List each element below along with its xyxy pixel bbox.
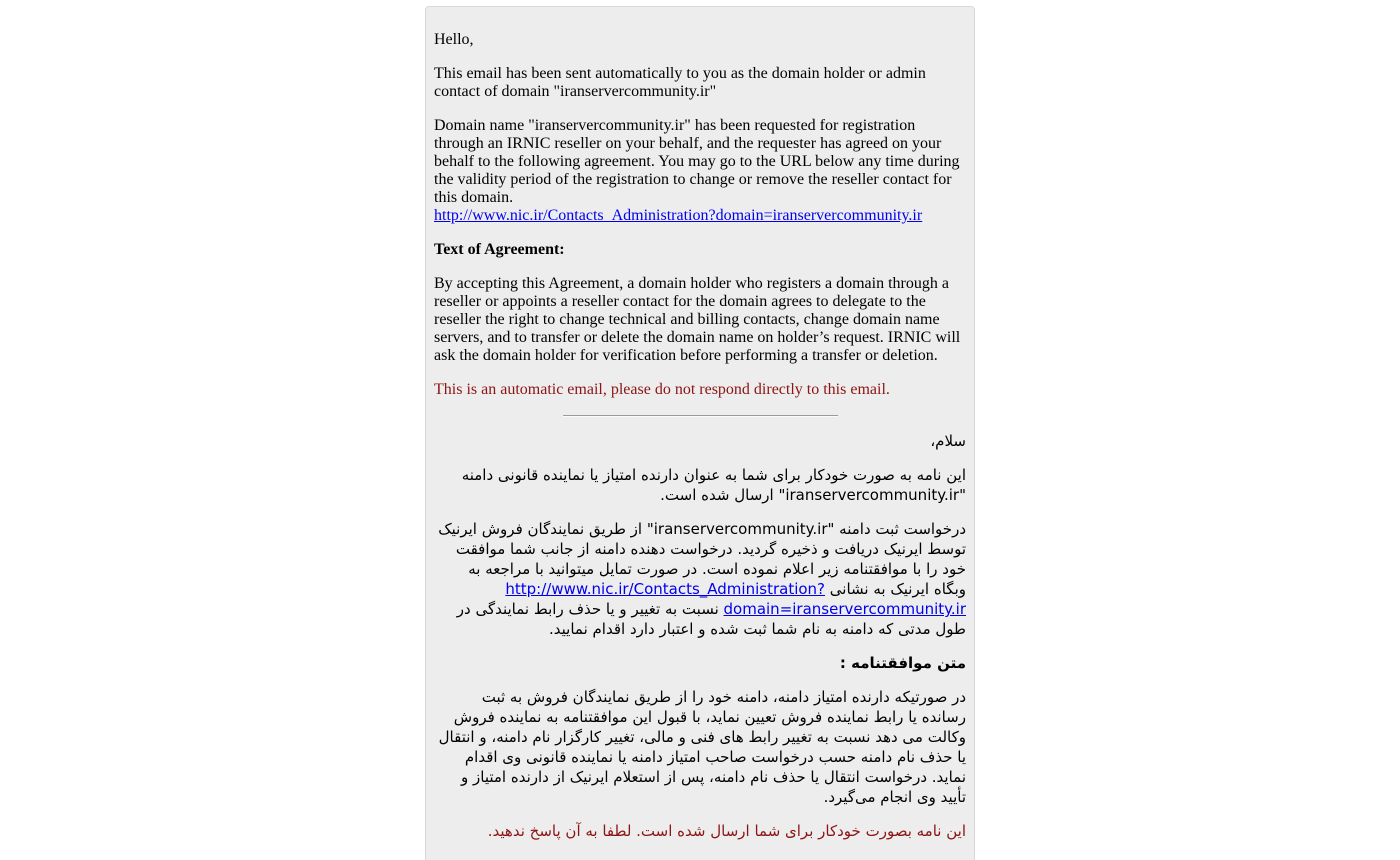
contacts-administration-link-en[interactable]: http://www.nic.ir/Contacts_Administration?domain=iranservercommunity.ir — [434, 207, 923, 224]
registration-request-text-after-link-fa: نسبت به تغییر و یا حذف رابط نمایندگی در طول مدتی که دامنه به نام شما ثبت شده و اعتبار دارد اقدام نمایید. — [456, 600, 966, 638]
persian-link-part2: domain=iranservercommunity.ir — [723, 600, 966, 618]
email-card — [425, 6, 975, 860]
auto-email-notice-fa: این نامه بصورت خودکار برای شما ارسال شده است. لطفا به آن پاسخ ندهید. — [487, 822, 966, 840]
auto-email-notice-en: This is an automatic email, please do not respond directly to this email. — [434, 381, 890, 398]
section-divider — [563, 415, 838, 417]
english-section — [434, 31, 966, 399]
registration-request-paragraph-fa — [434, 519, 966, 639]
registration-request-paragraph-en — [434, 117, 966, 225]
page-background — [0, 6, 1400, 860]
greeting-fa: سلام، — [930, 432, 966, 450]
greeting-en: Hello, — [434, 31, 474, 48]
registration-request-text-before-link-fa: درخواست ثبت دامنه "iranservercommunity.ir" از طریق نمایندگان فروش ایرنیک توسط ایرنیک دریافت و ذخیره گردید. درخواست دهنده دامنه از جانب شما موافقت خود را با موافقتنامه زیر اعلام نموده است. در صورت تمایل میتوانید با مراجعه به وبگاه ایرنیک به نشانی — [438, 520, 966, 598]
intro-paragraph-fa: این نامه به صورت خودکار برای شما به عنوان دارنده امتیاز یا نماینده قانونی دامنه "iranservercommunity.ir" ارسال شده است. — [461, 466, 966, 504]
agreement-heading-en: Text of Agreement: — [434, 241, 565, 258]
persian-section — [434, 431, 966, 841]
agreement-heading-fa: متن موافقتنامه : — [839, 654, 966, 672]
intro-paragraph-en: This email has been sent automatically to you as the domain holder or admin contact of domain "iranservercommunity.ir" — [434, 65, 926, 100]
persian-link-part1: http://www.nic.ir/Contacts_Administration? — [505, 580, 826, 598]
agreement-body-en: By accepting this Agreement, a domain holder who registers a domain through a reseller or appoints a reseller contact for the domain agrees to delegate to the reseller the right to change technical and billing contacts, change domain name servers, and to transfer or delete the domain name on holder’s request. IRNIC will ask the domain holder for verification before performing a transfer or deletion. — [434, 275, 961, 364]
agreement-body-fa: در صورتیکه دارنده امتیاز دامنه، دامنه خود را از طریق نمایندگان فروش به ثبت رسانده یا رابط نماینده فروش تعیین نماید، با قبول این موافقتنامه به نماینده فروش وکالت می دهد نسبت به تغییر رابط های فنی و مالی، تغییر کارگزار نام دامنه، و انتقال یا حذف نام دامنه حسب درخواست صاحب امتیاز دامنه یا نماینده قانونی وی اقدام نماید. درخواست انتقال یا حذف نام دامنه، پس از استعلام ایرنیک از دارنده امتیاز و تأیید وی انجام می‌گیرد. — [438, 688, 966, 806]
registration-request-text-en: Domain name "iranservercommunity.ir" has been requested for registration through an IRNIC reseller on your behalf, and the requester has agreed on your behalf to the following agreement. You may go to the URL below any time during the validity period of the registration to change or remove the reseller contact for this domain. — [434, 117, 960, 206]
